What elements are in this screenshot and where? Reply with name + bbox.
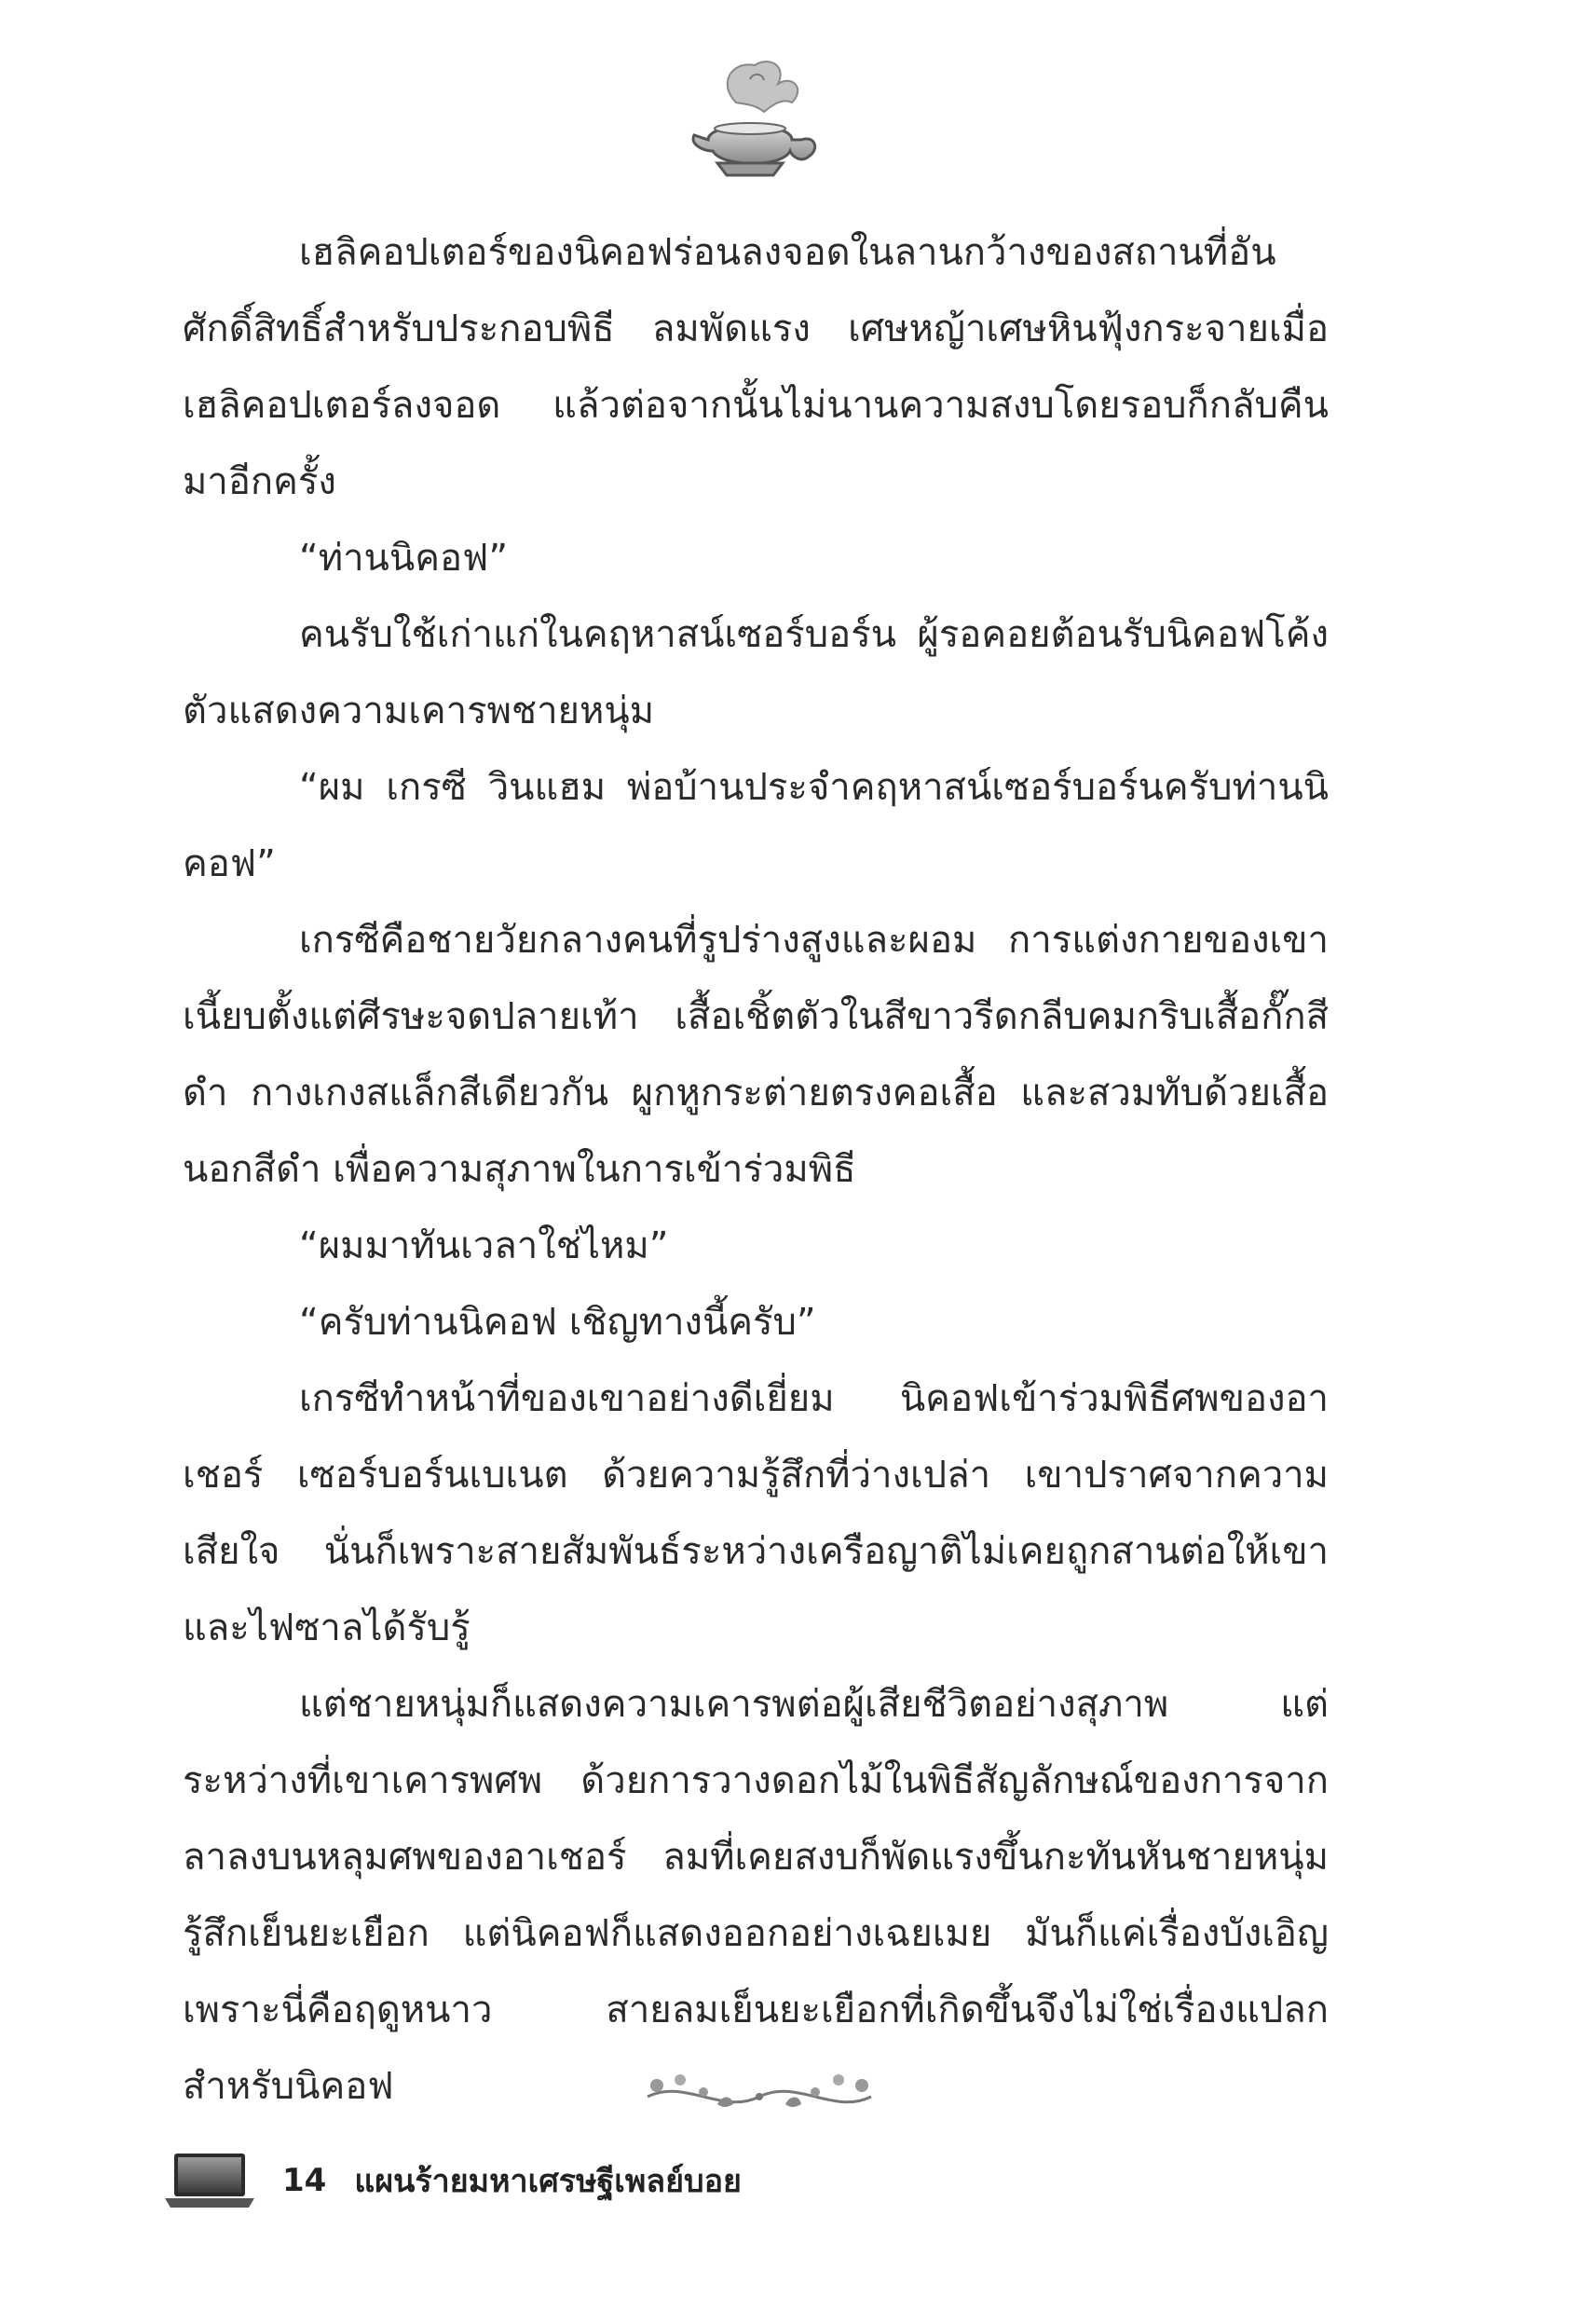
- paragraph: เฮลิคอปเตอร์ของนิคอฟร่อนลงจอดในลานกว้างของสถานที่อันศักดิ์สิทธิ์สำหรับประกอบพิธี ลมพัดแรง เศษหญ้าเศษหินฟุ้งกระจายเมื่อเฮลิคอปเตอร์ลงจอด แล้วต่อจากนั้นไม่นานความสงบโดยรอบก็กลับคืนมาอีกครั้ง: [183, 231, 1329, 503]
- paragraph: “ครับท่านนิคอฟ เชิญทางนี้ครับ”: [299, 1301, 816, 1344]
- page-footer: [163, 2148, 742, 2213]
- floral-divider-icon: [629, 2059, 890, 2125]
- paragraph: คนรับใช้เก่าแก่ในคฤหาสน์เซอร์บอร์น ผู้รอคอยต้อนรับนิคอฟโค้งตัวแสดงความเคารพชายหนุ่ม: [183, 613, 1329, 732]
- paragraph: “ผม เกรซี วินแฮม พ่อบ้านประจำคฤหาสน์เซอร์บอร์นครับท่านนิคอฟ”: [183, 766, 1329, 885]
- laptop-icon: [163, 2152, 256, 2209]
- book-title: แผนร้ายมหาเศรษฐีเพลย์บอย: [354, 2163, 742, 2200]
- paragraph: “ท่านนิคอฟ”: [299, 537, 509, 580]
- paragraph: แต่ชายหนุ่มก็แสดงความเคารพต่อผู้เสียชีวิตอย่างสุภาพ แต่ระหว่างที่เขาเคารพศพ ด้วยการวางดอกไม้ในพิธีสัญลักษณ์ของการจากลาลงบนหลุมศพของอาเชอร์ ลมที่เคยสงบก็พัดแรงขึ้นกะทันหันชายหนุ่มรู้สึกเย็นยะเยือก แต่นิคอฟก็แสดงออกอย่างเฉยเมย มันก็แค่เรื่องบังเอิญ เพราะนี่คือฤดูหนาว สายลมเย็นยะเยือกที่เกิดขึ้นจึงไม่ใช่เรื่องแปลกสำหรับนิคอฟ: [183, 1683, 1329, 2108]
- genie-lamp-icon: [680, 47, 829, 186]
- body-text: [183, 214, 1329, 2125]
- paragraph: “ผมมาทันเวลาใช่ไหม”: [299, 1224, 669, 1267]
- paragraph: เกรซีทำหน้าที่ของเขาอย่างดีเยี่ยม นิคอฟเข้าร่วมพิธีศพของอาเชอร์ เซอร์บอร์นเบเนต ด้วยความรู้สึกที่ว่างเปล่า เขาปราศจากความเสียใจ นั่นก็เพราะสายสัมพันธ์ระหว่างเครือญาติไม่เคยถูกสานต่อให้เขาและไฟซาลได้รับรู้: [183, 1377, 1329, 1649]
- page-number: 14: [282, 2162, 327, 2199]
- paragraph: เกรซีคือชายวัยกลางคนที่รูปร่างสูงและผอม การแต่งกายของเขาเนี้ยบตั้งแต่ศีรษะจดปลายเท้า เสื้อเชิ้ตตัวในสีขาวรีดกลีบคมกริบเสื้อกั๊กสีดำ กางเกงสแล็กสีเดียวกัน ผูกหูกระต่ายตรงคอเสื้อ และสวมทับด้วยเสื้อนอกสีดำ เพื่อความสุภาพในการเข้าร่วมพิธี: [183, 919, 1329, 1191]
